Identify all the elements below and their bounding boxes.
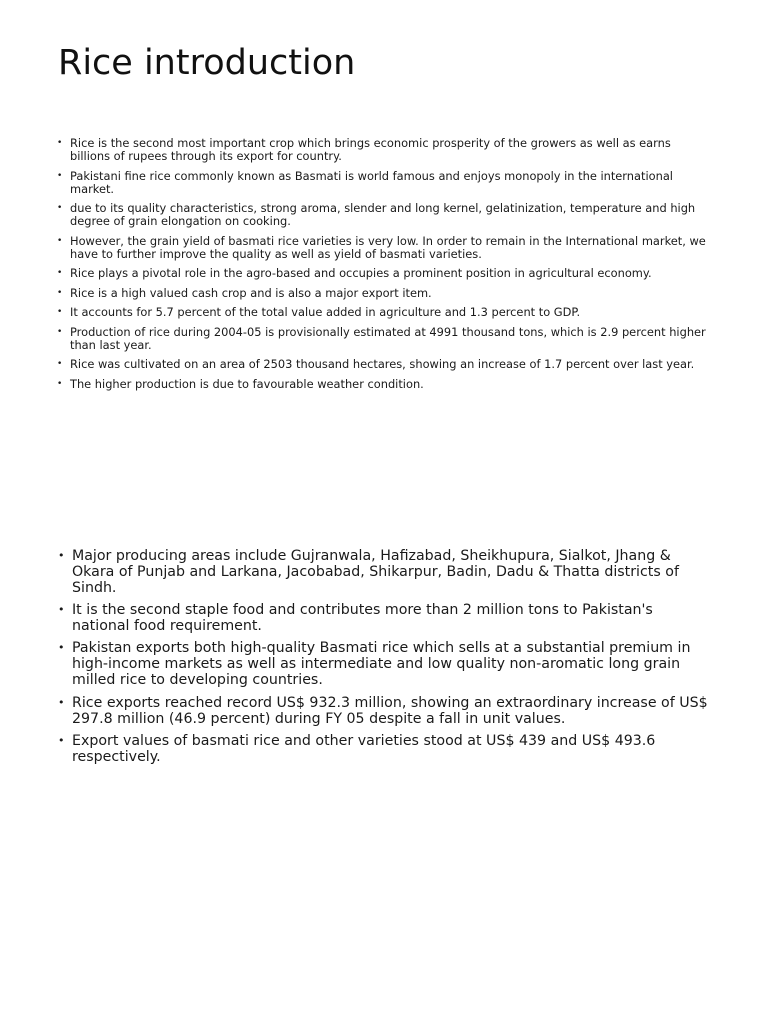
list-item-text: Rice plays a pivotal role in the agro-based and occupies a prominent position in agricultural economy.: [70, 266, 652, 281]
list-item: [57, 201, 710, 229]
list-item-text: However, the grain yield of basmati rice varieties is very low. In order to remain in the International market, we have to further improve the quality as well as yield of basmati varieties.: [70, 233, 706, 261]
bullet-icon: •: [58, 641, 65, 655]
bullet-icon: •: [58, 549, 65, 562]
list-item: [58, 640, 712, 689]
list-item-text: Major producing areas include Gujranwala, Hafizabad, Sheikhupura, Sialkot, Jhang & Okara of Punjab and Larkana, Jacobabad, Shikarpur, Badin, Dadu & Thatta districts of Sindh.: [72, 548, 679, 596]
list-item: [57, 357, 710, 372]
list-item-text: Rice is a high valued cash crop and is also a major export item.: [70, 285, 432, 300]
list-item-text: Rice exports reached record US$ 932.3 million, showing an extraordinary increase of US$ 297.8 million (46.9 percent) during FY 05 despite a fall in unit values.: [72, 694, 708, 727]
list-item: [57, 305, 710, 320]
bullet-icon: •: [57, 203, 63, 214]
list-item-text: Rice was cultivated on an area of 2503 thousand hectares, showing an increase of 1.7 percent over last year.: [70, 357, 695, 372]
bullet-icon: •: [57, 268, 63, 279]
list-item-text: Pakistan exports both high-quality Basmati rice which sells at a substantial premium in high-income markets as well as intermediate and low quality non-aromatic long grain milled rice to developing countries.: [72, 640, 691, 689]
list-item-text: Rice is the second most important crop which brings economic prosperity of the growers as well as earns billions of rupees through its export for country.: [70, 136, 671, 164]
bullet-icon: •: [57, 235, 63, 246]
bullet-icon: •: [58, 695, 65, 709]
list-item-text: Export values of basmati rice and other varieties stood at US$ 439 and US$ 493.6 respectively.: [72, 732, 656, 765]
bullet-icon: •: [57, 307, 63, 318]
bullet-list-bottom: [58, 548, 712, 771]
list-item-text: It accounts for 5.7 percent of the total value added in agriculture and 1.3 percent to GDP.: [70, 305, 581, 320]
bullet-icon: •: [57, 326, 63, 337]
list-item: [57, 136, 710, 164]
list-item: [57, 324, 710, 352]
list-item: [58, 694, 712, 727]
bullet-list-top: [57, 136, 710, 397]
list-item-text: due to its quality characteristics, strong aroma, slender and long kernel, gelatinization, temperature and high degree of grain elongation on cooking.: [70, 201, 696, 229]
list-item: [57, 266, 710, 281]
list-item-text: The higher production is due to favourable weather condition.: [70, 376, 424, 391]
bullet-icon: •: [57, 287, 63, 298]
list-item: [57, 168, 710, 196]
bullet-icon: •: [57, 138, 63, 148]
page-title: Rice introduction: [58, 43, 356, 83]
bullet-icon: •: [57, 359, 63, 370]
bullet-icon: •: [57, 170, 63, 181]
bullet-icon: •: [58, 733, 65, 747]
list-item-text: Pakistani fine rice commonly known as Basmati is world famous and enjoys monopoly in the international market.: [70, 168, 673, 196]
list-item: [58, 548, 712, 596]
bullet-icon: •: [57, 378, 63, 389]
list-item: [57, 376, 710, 391]
list-item-text: Production of rice during 2004-05 is provisionally estimated at 4991 thousand tons, which is 2.9 percent higher than last year.: [70, 324, 706, 352]
list-item: [57, 285, 710, 300]
list-item-text: It is the second staple food and contributes more than 2 million tons to Pakistan's national food requirement.: [72, 602, 653, 635]
list-item: [58, 602, 712, 635]
list-item: [58, 732, 712, 765]
list-item: [57, 233, 710, 261]
bullet-icon: •: [58, 603, 65, 617]
